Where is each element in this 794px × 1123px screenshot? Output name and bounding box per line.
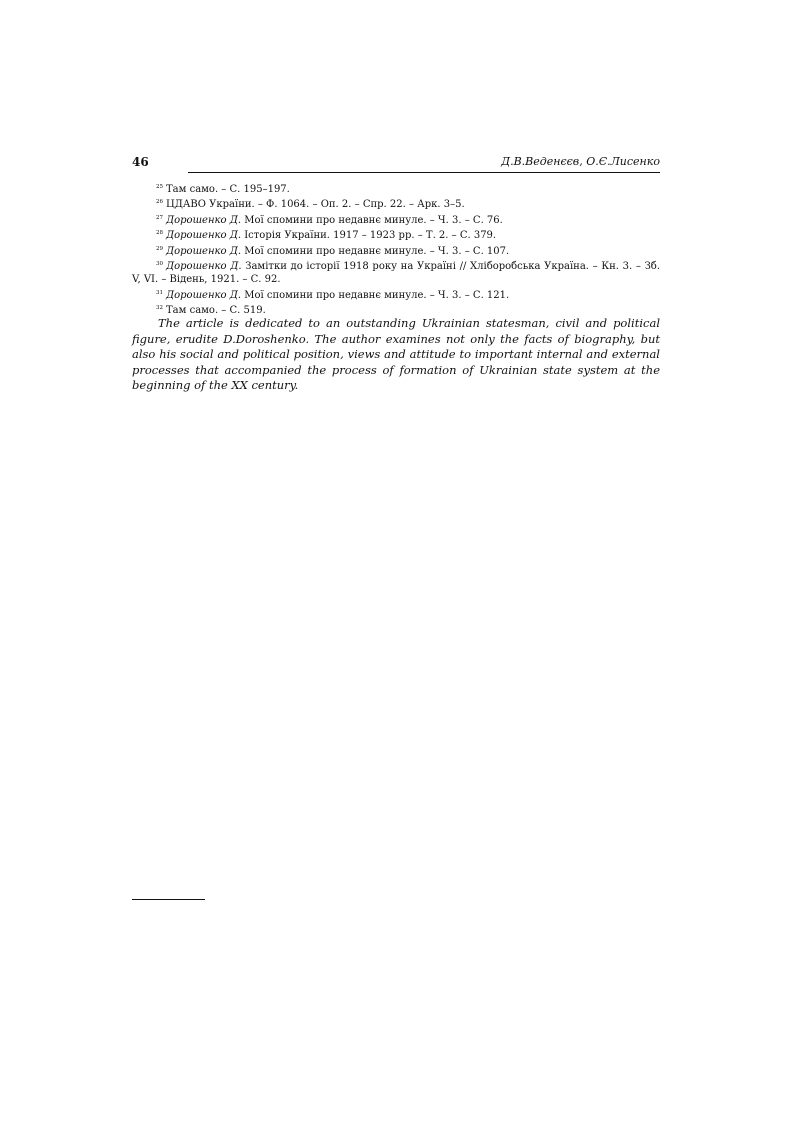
endnote-number: 31	[156, 289, 163, 296]
running-head: Д.В.Веденєєв, О.Є.Лисенко	[501, 155, 660, 168]
endnote-number: 26	[156, 199, 163, 206]
endnote	[132, 181, 660, 196]
header-rule	[188, 172, 660, 173]
endnote-number: 29	[156, 245, 163, 252]
english-abstract: The article is dedicated to an outstanding Ukrainian statesman, civil and political figure, erudite D.Doroshenko. The author examines not only the facts of biography, but also his social and political position, views and attitude to important internal and external processes that accompanied the process of formation of Ukrainian state system at the beginning of the XX century.	[132, 316, 660, 392]
page-header	[132, 155, 660, 175]
endnote-number: 25	[156, 184, 163, 190]
endnote-author: Дорошенко Д.	[166, 230, 242, 242]
endnote-number: 30	[156, 261, 163, 268]
endnote-author: Дорошенко Д.	[166, 245, 242, 257]
endnote-text: ЦДАВО України. – Ф. 1064. – Оп. 2. – Спр. 22. – Арк. 3–5.	[166, 199, 465, 211]
endnote	[132, 212, 660, 227]
endnote	[132, 287, 660, 302]
endnote-text: Історія України. 1917 – 1923 рр. – Т. 2. – С. 379.	[241, 230, 497, 242]
endnote-text: Мої спомини про недавнє минуле. – Ч. 3. – С. 121.	[241, 289, 510, 301]
endnote-text: Мої спомини про недавнє минуле. – Ч. 3. – С. 107.	[241, 245, 510, 257]
endnote-text: Мої спомини про недавнє минуле. – Ч. 3. – С. 76.	[241, 214, 503, 226]
endnote	[132, 258, 660, 287]
endnote	[132, 196, 660, 211]
endnote-author: Дорошенко Д.	[166, 261, 242, 273]
endnote-text: Там само. – С. 195–197.	[166, 184, 290, 195]
endnote-number: 32	[156, 305, 163, 312]
endnotes-list	[132, 181, 660, 318]
page-number: 46	[132, 155, 149, 169]
endnote-text: Там само. – С. 519.	[166, 305, 266, 317]
endnote	[132, 243, 660, 258]
endnote-number: 28	[156, 230, 163, 237]
endnote	[132, 227, 660, 242]
endnote-author: Дорошенко Д.	[166, 214, 242, 226]
endnote-author: Дорошенко Д.	[166, 289, 242, 301]
endnote-number: 27	[156, 214, 163, 221]
footnote-rule	[132, 899, 205, 900]
endnote-text: Замітки до історії 1918 року на Україні // Хліборобська Україна. – Кн. 3. – Зб. V, VI. – Відень, 1921. – С. 92.	[132, 261, 660, 286]
